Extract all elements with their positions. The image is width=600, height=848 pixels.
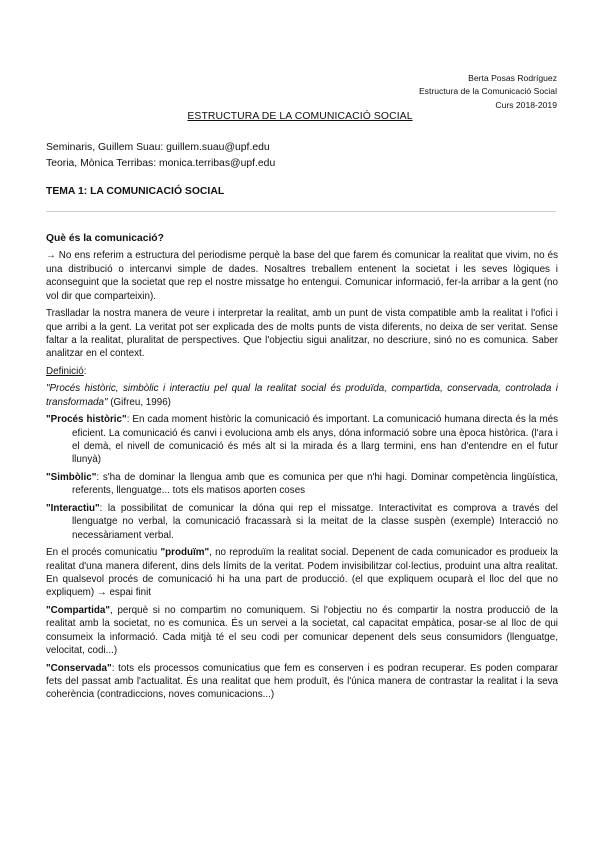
compartida-text: , perquè si no compartim no comuniquem. Si l'objectiu no és compartir la nostra producció de la realitat amb la societat, no es comunica. És un servei a la societat, cal capacitat empàtica, posar-se al lloc de qui consumeix la informació. Cada mitjà té el seu codi per comunicar depenent dels seus consumidors (llenguatge, velocitat, codi...) <box>46 604 558 657</box>
paragraph-compartida <box>46 604 558 658</box>
author-name: Berta Posas Rodríguez <box>468 73 557 83</box>
contact-list <box>46 140 275 171</box>
section-question: Què és la comunicació? <box>46 233 164 244</box>
document-body <box>46 232 558 706</box>
term-label: "Procés històric" <box>46 414 127 426</box>
intro-paragraph-2: Traslladar la nostra manera de veure i interpretar la realitat, amb un punt de vista compatible amb la realitat i l'ofici i que arribi a la gent. La veritat pot ser explicada des de molts punts de vista diferents, no deixa de ser veritat. Sense faltar a la realitat, pluralitat de perspectives. Que l'objectiu sigui analitzar, no descriure, sinó no es comunica. Saber analitzar en el context. <box>46 308 558 360</box>
definition-quote <box>46 382 558 409</box>
definition-text: "Procés històric, simbòlic i interactiu pel qual la realitat social és produïda, compartida, conservada, controlada i transformada" <box>46 383 558 408</box>
course-year: Curs 2018-2019 <box>495 99 557 110</box>
intro-paragraph-1: → No ens referim a estructura del periodisme perquè la base del que farem és comunicar la realitat que vivim, no és una distribució o intercanvi simple de dades. Nosaltres treballem entenent la societat i les seves lògiques i aconseguint que la societat que rep el nostre missatge ho entengui. Comunicar informació, fer-la arribar a la gent (no vol dir que comparteixin). <box>46 250 558 302</box>
paragraph-conservada <box>46 662 558 702</box>
produim-term: "produïm" <box>160 547 210 559</box>
paragraph-produim <box>46 546 558 600</box>
topic-heading: TEMA 1: LA COMUNICACIÓ SOCIAL <box>46 186 225 197</box>
document-title: ESTRUCTURA DE LA COMUNICACIÓ SOCIAL <box>187 111 413 122</box>
contact-seminars: Seminaris, Guillem Suau: guillem.suau@upf.edu <box>46 142 270 153</box>
conservada-term: "Conservada" <box>46 662 112 674</box>
term-text: : la possibilitat de comunicar la dóna qui rep el missatge. Interactivitat es comprova a través del llenguatge no verbal, la comunicació fracassarà si la meitat de la classe suspèn (exemple) Interacció no necessàriament verbal. <box>72 502 558 541</box>
definition-source: (Gifreu, 1996) <box>107 396 171 408</box>
definition-label-line <box>46 365 558 378</box>
produim-prefix: En el procés comunicatiu <box>46 547 161 559</box>
term-text: : En cada moment històric la comunicació és important. La comunicació humana directa és la més eficient. La comunicació és canvi i evoluciona amb els anys, dóna informació sobre una època històrica. (l'ara i el demà, el nivell de comunicació és més alt si la mirada és a llarg termini, ens han d'entendre en el futur llunyà) <box>72 414 558 466</box>
definition-colon: : <box>83 365 87 377</box>
term-proces-historic <box>46 413 558 467</box>
term-text: : s'ha de dominar la llengua amb que es comunica per que n'hi hagi. Dominar competència lingüística, referents, llenguatge... tots els matisos aporten coses <box>72 471 558 497</box>
term-label: "Simbòlic" <box>46 471 97 483</box>
document-header <box>419 72 557 112</box>
term-label: "Interactiu" <box>46 502 100 514</box>
compartida-term: "Compartida" <box>46 604 111 616</box>
term-simbolic <box>46 471 558 498</box>
produim-text: , no reproduïm la realitat social. Depenent de cada comunicador es produeix la realitat d'una manera diferent, dins dels límits de la veritat. Podem invisibilitzar col·lectius, produint una altra realitat. En qualsevol procés de comunicació hi ha una part de producció. (el que expliquem ocuparà el lloc del que no expliquem) → espai finit <box>46 547 559 599</box>
contact-theory: Teoria, Mònica Terribas: monica.terribas@upf.edu <box>46 157 276 169</box>
term-interactiu <box>46 502 558 542</box>
section-divider <box>46 211 556 212</box>
conservada-text: : tots els processos comunicatius que fem es conserven i es podran recuperar. Es poden comparar fets del passat amb l'actualitat. És una realitat que hem produït, és l'única manera de contrastar la realitat i la seva coherència (contradiccions, noves comunicacions...) <box>46 662 558 701</box>
definition-label: Definició <box>46 365 84 377</box>
course-name: Estructura de la Comunicació Social <box>418 86 557 97</box>
